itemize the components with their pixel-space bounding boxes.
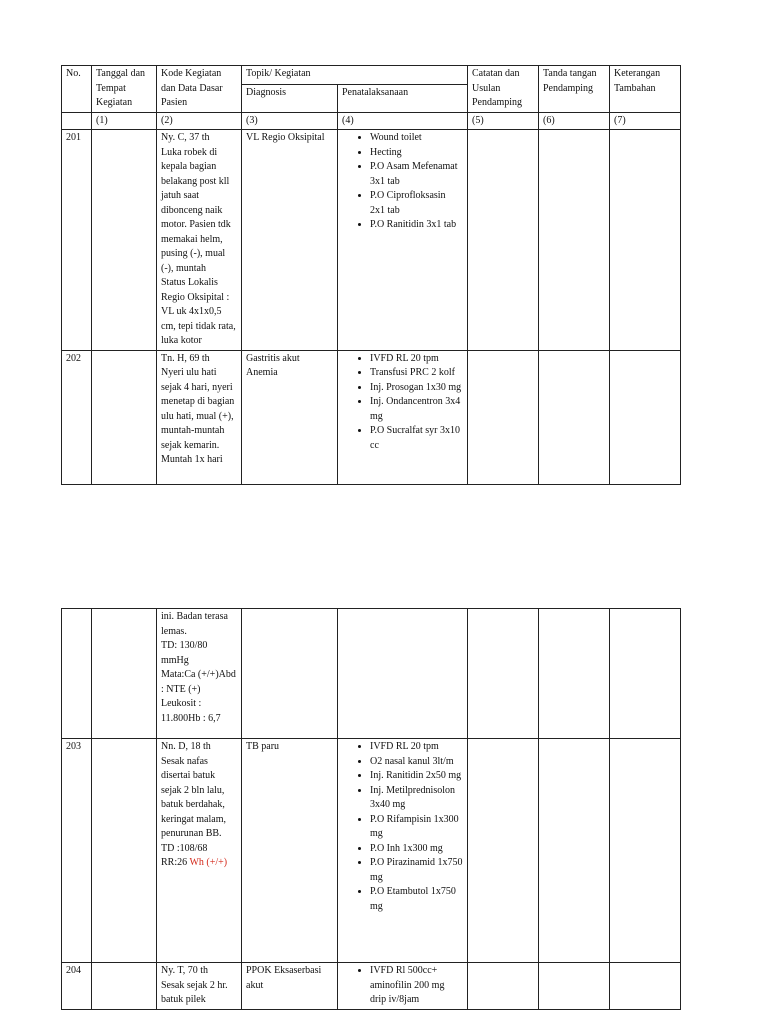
col-number-1: (1) [92,112,157,130]
row-number: 204 [62,963,92,1010]
patient-data-text: Nn. D, 18 th Sesak nafas disertai batuk sejak 2 bln lalu, batuk berdahak, keringat malam, penurunan BB. TD :108/68 RR:26 [161,741,226,868]
table-row [62,963,681,1010]
patient-data-cell: ini. Badan terasa lemas. TD: 130/80 mmHg Mata:Ca (+/+)Abd : NTE (+) Leukosit : 11.800Hb : 6,7 [157,609,242,739]
header-diagnosis: Diagnosis [242,84,338,112]
header-tanda: Tanda tangan Pendamping [539,66,610,113]
catatan-cell [468,963,539,1010]
treatment-item: • P.O Asam Mefenamat 3x1 tab [370,160,463,189]
activity-table-page-2 [61,608,681,1010]
diagnosis-cell: TB paru [242,739,338,963]
header-tanggal: Tanggal dan Tempat Kegiatan [92,66,157,113]
treatment-item: • Transfusi PRC 2 kolf [370,366,463,381]
treatment-item: • Inj. Prosogan 1x30 mg [370,381,463,396]
treatment-cell [338,609,468,739]
table-row [62,739,681,963]
treatment-cell [338,963,468,1010]
header-kode: Kode Kegiatan dan Data Dasar Pasien [157,66,242,113]
header-keterangan: Keterangan Tambahan [610,66,681,113]
table-row [62,609,681,739]
catatan-cell [468,739,539,963]
treatment-item: • P.O Pirazinamid 1x750 mg [370,856,463,885]
col-number-blank [62,112,92,130]
row-number: 202 [62,350,92,484]
tanggal-cell [92,130,157,351]
diagnosis-cell: VL Regio Oksipital [242,130,338,351]
diagnosis-cell: PPOK Eksaserbasi akut [242,963,338,1010]
treatment-item: • O2 nasal kanul 3lt/m [370,755,463,770]
treatment-item: • P.O Inh 1x300 mg [370,842,463,857]
diagnosis-line: Gastritis akut [246,352,300,364]
patient-data-cell: Ny. T, 70 th Sesak sejak 2 hr. batuk pilek [157,963,242,1010]
treatment-item: • Inj. Ondancentron 3x4 mg [370,395,463,424]
treatment-cell [338,130,468,351]
keterangan-cell [610,609,681,739]
row-number: 203 [62,739,92,963]
keterangan-cell [610,350,681,484]
keterangan-cell [610,130,681,351]
treatment-item: • IVFD Rl 500cc+ aminofilin 200 mg drip iv/8jam [370,964,463,1008]
row-number: 201 [62,130,92,351]
col-number-4: (4) [338,112,468,130]
tanda-cell [539,350,610,484]
treatment-list [342,740,463,914]
treatment-item: • IVFD RL 20 tpm [370,352,463,367]
keterangan-cell [610,739,681,963]
treatment-item: • Inj. Metilprednisolon 3x40 mg [370,784,463,813]
treatment-item: • P.O Ranitidin 3x1 tab [370,218,463,233]
tanda-cell [539,963,610,1010]
table-row [62,350,681,484]
treatment-cell [338,739,468,963]
treatment-item: • P.O Etambutol 1x750 mg [370,885,463,914]
keterangan-cell [610,963,681,1010]
tanggal-cell [92,609,157,739]
treatment-list [342,131,463,233]
treatment-item: • Wound toilet [370,131,463,146]
diagnosis-cell [242,609,338,739]
treatment-list [342,964,463,1008]
col-number-3: (3) [242,112,338,130]
wheezing-finding: Wh (+/+) [189,857,228,868]
activity-table-page-1 [61,65,681,485]
header-penatalaksanaan: Penatalaksanaan [338,84,468,112]
tanda-cell [539,739,610,963]
treatment-item: • Hecting [370,146,463,161]
treatment-item: • P.O Rifampisin 1x300 mg [370,813,463,842]
header-topik: Topik/ Kegiatan [242,66,468,85]
patient-data-cell: Ny. C, 37 th Luka robek di kepala bagian belakang post kll jatuh saat dibonceng naik motor. Pasien tdk memakai helm, pusing (-), mual (-), muntah Status Lokalis Regio Oksipital : VL uk 4x1x0,5 cm, tepi tidak rata, luka kotor [157,130,242,351]
patient-data-cell: Tn. H, 69 th Nyeri ulu hati sejak 4 hari, nyeri menetap di bagian ulu hati, mual (+), muntah-muntah sejak kemarin. Muntah 1x hari [157,350,242,484]
diagnosis-cell [242,350,338,484]
col-number-5: (5) [468,112,539,130]
tanda-cell [539,609,610,739]
patient-data-cell [157,739,242,963]
treatment-item: • IVFD RL 20 tpm [370,740,463,755]
row-number [62,609,92,739]
col-number-7: (7) [610,112,681,130]
diagnosis-line: Anemia [246,367,278,378]
tanggal-cell [92,350,157,484]
treatment-item: • P.O Sucralfat syr 3x10 cc [370,424,463,453]
tanggal-cell [92,739,157,963]
treatment-list [342,352,463,454]
header-catatan: Catatan dan Usulan Pendamping [468,66,539,113]
treatment-item: • P.O Ciprofloksasin 2x1 tab [370,189,463,218]
catatan-cell [468,609,539,739]
treatment-cell [338,350,468,484]
col-number-2: (2) [157,112,242,130]
table-row [62,130,681,351]
header-no: No. [62,66,92,113]
col-number-6: (6) [539,112,610,130]
treatment-item: • Inj. Ranitidin 2x50 mg [370,769,463,784]
catatan-cell [468,130,539,351]
catatan-cell [468,350,539,484]
tanggal-cell [92,963,157,1010]
tanda-cell [539,130,610,351]
